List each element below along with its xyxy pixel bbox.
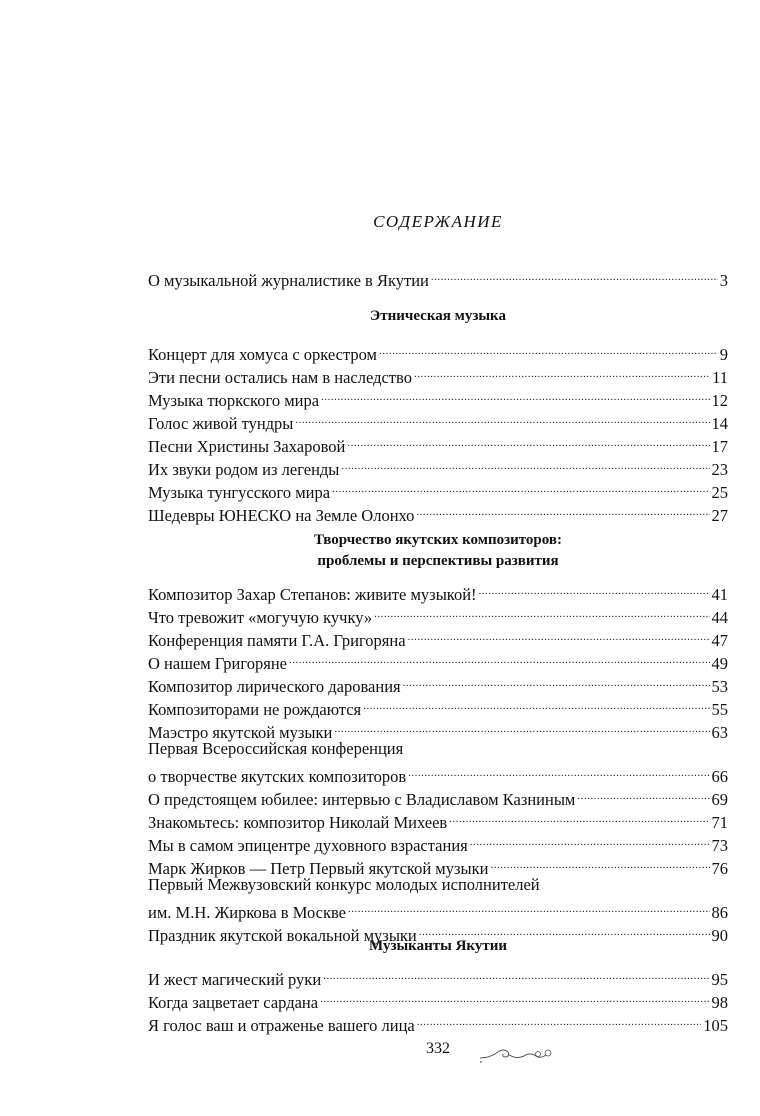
toc-title: СОДЕРЖАНИЕ <box>373 212 503 231</box>
entry-page: 9 <box>719 345 728 364</box>
entry-page: 105 <box>703 1016 728 1035</box>
leader-dots <box>341 453 709 475</box>
toc-entry[interactable] <box>148 499 728 525</box>
entry-title: Песни Христины Захаровой <box>148 437 346 456</box>
toc-entry[interactable] <box>148 806 728 832</box>
toc-entry[interactable] <box>148 1009 728 1035</box>
entry-title: Что тревожит «могучую кучку» <box>148 608 373 627</box>
entry-title: им. М.Н. Жиркова в Москве <box>148 903 346 922</box>
leader-dots <box>320 986 709 1008</box>
page-number: 332 <box>426 1040 450 1058</box>
leader-dots <box>490 852 709 874</box>
entry-page: 17 <box>711 437 728 456</box>
entry-page: 47 <box>711 631 728 650</box>
leader-dots <box>449 806 709 828</box>
toc-entry[interactable] <box>148 624 728 650</box>
entry-page: 73 <box>711 836 728 855</box>
entry-title-line: Первый Межвузовский конкурс молодых исполнителей <box>148 875 540 894</box>
entry-page: 63 <box>711 723 728 742</box>
entry-title: Эти песни остались нам в наследство <box>148 368 412 387</box>
entry-page: 11 <box>712 368 728 387</box>
toc-entry[interactable] <box>148 852 728 878</box>
toc-entry[interactable] <box>148 430 728 456</box>
toc-page <box>148 0 728 1116</box>
entry-title: Я голос ваш и отраженье вашего лица <box>148 1016 415 1035</box>
entry-page: 49 <box>711 654 728 673</box>
section-heading: Творчество якутских композиторов: <box>313 532 562 548</box>
toc-entry[interactable] <box>148 476 728 502</box>
leader-dots <box>374 601 709 623</box>
leader-dots <box>289 647 710 669</box>
entry-title: Композиторами не рождаются <box>148 700 362 719</box>
leader-dots <box>403 670 710 692</box>
leader-dots <box>348 896 710 918</box>
entry-page: 90 <box>711 926 728 945</box>
entry-page: 66 <box>711 767 728 786</box>
flourish-ornament-icon <box>480 1044 560 1064</box>
leader-dots <box>414 361 710 383</box>
toc-entry[interactable] <box>148 338 728 364</box>
entry-page: 25 <box>711 483 728 502</box>
section-heading: проблемы и перспективы развития <box>317 553 559 569</box>
leader-dots <box>323 963 709 985</box>
leader-dots <box>470 829 710 851</box>
toc-entry[interactable] <box>148 760 728 786</box>
entry-title: Марк Жирков — Петр Первый якутской музыки <box>148 859 489 878</box>
toc-entry[interactable] <box>148 647 728 673</box>
leader-dots <box>417 1009 702 1031</box>
toc-entry[interactable] <box>148 453 728 479</box>
entry-page: 53 <box>711 677 728 696</box>
leader-dots <box>431 264 718 286</box>
section-heading: Этническая музыка <box>370 308 506 324</box>
entry-title: Мы в самом эпицентре духовного взрастания <box>148 836 468 855</box>
entry-page: 86 <box>711 903 728 922</box>
toc-entry[interactable] <box>148 407 728 433</box>
entry-page: 44 <box>711 608 728 627</box>
toc-entry[interactable] <box>148 361 728 387</box>
entry-title: О музыкальной журналистике в Якутии <box>148 271 429 290</box>
entry-page: 71 <box>711 813 728 832</box>
entry-title: Праздник якутской вокальной музыки <box>148 926 417 945</box>
toc-entry[interactable] <box>148 384 728 410</box>
entry-page: 55 <box>711 700 728 719</box>
toc-entry[interactable] <box>148 716 728 742</box>
toc-entry[interactable] <box>148 829 728 855</box>
entry-title: Композитор Захар Степанов: живите музыкой! <box>148 585 477 604</box>
entry-page: 12 <box>711 391 728 410</box>
entry-title: О нашем Григоряне <box>148 654 287 673</box>
leader-dots <box>321 384 709 406</box>
entry-title: Маэстро якутской музыки <box>148 723 333 742</box>
leader-dots <box>577 783 709 805</box>
toc-entry[interactable] <box>148 670 728 696</box>
toc-entry[interactable] <box>148 896 728 922</box>
entry-title: О предстоящем юбилее: интервью с Владиславом Казниным <box>148 790 576 809</box>
entry-page: 27 <box>711 506 728 525</box>
leader-dots <box>363 693 709 715</box>
leader-dots <box>479 578 710 600</box>
entry-title: Конференция памяти Г.А. Григоряна <box>148 631 406 650</box>
entry-page: 76 <box>711 859 728 878</box>
entry-title: Когда зацветает сардана <box>148 993 319 1012</box>
entry-title: Музыка тюркского мира <box>148 391 320 410</box>
entry-title: Концерт для хомуса с оркестром <box>148 345 378 364</box>
leader-dots <box>408 760 709 782</box>
entry-title-line: Первая Всероссийская конференция <box>148 739 404 758</box>
toc-entry[interactable] <box>148 601 728 627</box>
toc-entry[interactable] <box>148 693 728 719</box>
leader-dots <box>334 716 709 738</box>
entry-title: И жест магический руки <box>148 970 322 989</box>
entry-page: 95 <box>711 970 728 989</box>
entry-page: 3 <box>719 271 728 290</box>
toc-entry[interactable] <box>148 264 728 290</box>
leader-dots <box>416 499 709 521</box>
leader-dots <box>408 624 710 646</box>
entry-page: 14 <box>711 414 728 433</box>
entry-page: 41 <box>711 585 728 604</box>
entry-title: Их звуки родом из легенды <box>148 460 340 479</box>
toc-entry[interactable] <box>148 963 728 989</box>
entry-title: Голос живой тундры <box>148 414 294 433</box>
leader-dots <box>332 476 709 498</box>
toc-entry[interactable] <box>148 783 728 809</box>
leader-dots <box>295 407 709 429</box>
entry-page: 69 <box>711 790 728 809</box>
entry-title: о творчестве якутских композиторов <box>148 767 407 786</box>
entry-title: Знакомьтесь: композитор Николай Михеев <box>148 813 448 832</box>
toc-entry[interactable] <box>148 986 728 1012</box>
section-heading: Музыканты Якутии <box>368 938 507 954</box>
entry-title: Шедевры ЮНЕСКО на Земле Олонхо <box>148 506 415 525</box>
leader-dots <box>347 430 709 452</box>
entry-page: 98 <box>711 993 728 1012</box>
entry-page: 23 <box>711 460 728 479</box>
page-footer <box>148 1040 728 1058</box>
entry-title: Композитор лирического дарования <box>148 677 401 696</box>
entry-title: Музыка тунгусского мира <box>148 483 331 502</box>
toc-entry[interactable] <box>148 578 728 604</box>
leader-dots <box>379 338 718 360</box>
